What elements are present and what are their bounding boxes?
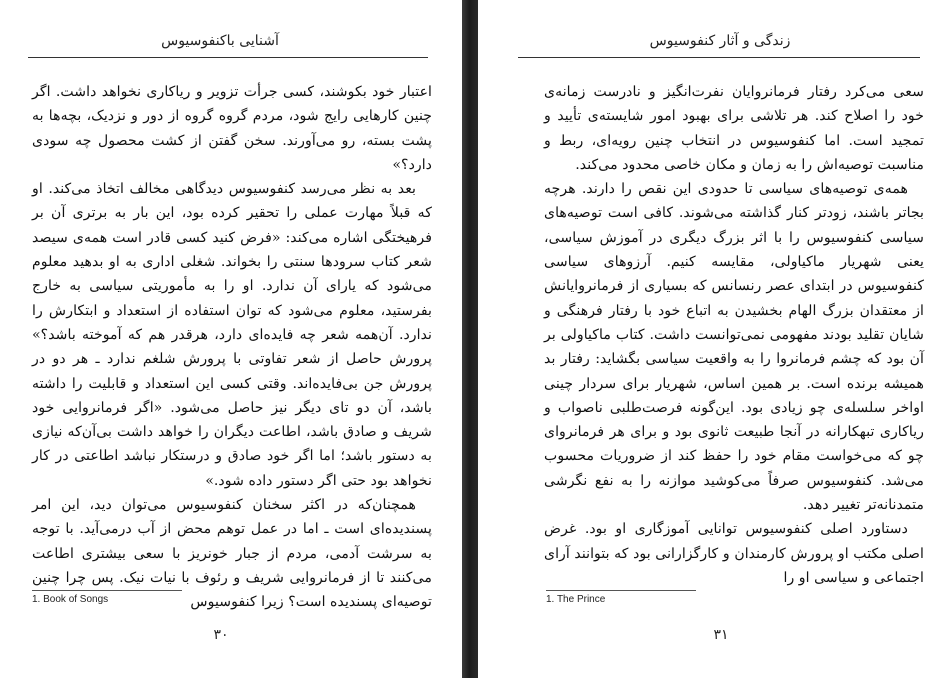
paragraph: همه‌ی توصیه‌های سیاسی تا حدودی این نقص را دارند. هرچه بجاتر باشند، زودتر کنار گذاشته می‌شوند. کافی است توصیه‌های سیاسی کنفوسیوس را با اثر بزرگ دیگری در آموزش سیاسی، یعنی شهریار ماکیاولی، مقایسه کنیم. آرزوهای سیاسی کنفوسیوس در ابتدای عصر رنسانس که بسیاری از فرمانروایانش از معتقدان بزرگ الهام بخشیدن به اتباع خود با رفتار فرهنگی و شایان تقلید بودند مفهومی نمی‌توانست داشت. کتاب ماکیاولی بر آن بود که چشم فرمانروا را به واقعیت سیاسی بگشاید: رفتار بد همیشه برنده است. بر همین اساس، شهریار برای سردار چینی اواخر سلسله‌ی چو زیادی بود. این‌گونه فرصت‌طلبی ناصواب و ریاکاری تبهکارانه در آنجا طبیعت ثانوی بود و برای هر فرمانروای چو که می‌خواست مقام خود را حفظ کند از ضروریات محسوب می‌شد. کنفوسیوس صرفاً می‌کوشید موازنه را به نفع نگرشی متمدنانه‌تر تغییر دهد. — [544, 181, 924, 514]
footnote-rule — [546, 590, 696, 591]
page-number: ۳۰ — [213, 627, 229, 643]
running-head: آشنایی باکنفوسیوس — [161, 33, 279, 49]
page-number: ۳۱ — [713, 627, 729, 643]
header-rule — [28, 57, 428, 58]
book-gutter — [462, 0, 478, 678]
footnote-rule — [32, 590, 182, 591]
footnote: 1. Book of Songs — [32, 594, 109, 605]
paragraph: بعد به نظر می‌رسد کنفوسیوس دیدگاهی مخالف اتخاذ می‌کند. او که قبلاً مهارت عملی را تحقیر کرده بود، این بار به برتری آن بر فرهیختگی اشاره می‌کند: «فرض کنید کسی قادر است همه‌ی سیصد شعر کتاب سرودها سنتی را بخواند. شغلی اداری به او بدهید معلوم می‌شود که یارای آن ندارد. او را به مأموریتی سیاسی به خارج بفرستید، معلوم می‌شود که توان استفاده از استعداد و ابتکارش را ندارد. آن‌همه شعر چه فایده‌ای دارد، هرقدر هم که آموخته باشد؟» پرورش حاصل از شعر تفاوتی با پرورش شلغم ندارد ـ هر دو در پرورش جن بی‌فایده‌اند. وقتی کسی این استعداد و قابلیت را داشته باشد، آن دو تای دیگر نیز حاصل می‌شود. «اگر فرمانروایی خود شریف و صادق باشد، اطاعت دیگران را خواهد داشت بی‌آن‌که نیازی به دستور باشد؛ اما اگر خود صادق و درستکار نباشد اطاعتی در کار نخواهد بود حتی اگر دستور داده شود.» — [32, 181, 432, 489]
paragraph: اعتبار خود بکوشند، کسی جرأت تزویر و ریاکاری نخواهد داشت. اگر چنین کارهایی رایج شود، مردم گروه گروه از دور و نزدیک، بچه‌ها به پشت بسته، رو می‌آورند. سخن گفتن از کشت محصول چه سودی دارد؟» — [32, 84, 432, 173]
paragraph: دستاورد اصلی کنفوسیوس توانایی آموزگاری او بود. غرض اصلی مکتب او پرورش کارمندان و کارگزارانی بود که بتوانند آرای اجتماعی و سیاسی او را — [544, 521, 924, 586]
paragraph: سعی می‌کرد رفتار فرمانروایان نفرت‌انگیز و نادرست زمانه‌ی خود را اصلاح کند. هر تلاشی برای بهبود امور شایسته‌ی تأیید و تمجید است. اما کنفوسیوس در انتخاب چنین رویه‌ای، ربط و مناسبت توصیه‌اش را به زمان و مکان خاصی محدود می‌کند. — [544, 84, 924, 173]
body-text — [544, 80, 924, 590]
left-page — [0, 0, 462, 678]
running-head: زندگی و آثار کنفوسیوس — [649, 33, 791, 49]
body-text — [32, 80, 432, 615]
footnote: 1. The Prince — [546, 594, 606, 605]
header-rule — [518, 57, 920, 58]
right-page — [478, 0, 947, 678]
paragraph: همچنان‌که در اکثر سخنان کنفوسیوس می‌توان دید، این امر پسندیده‌ای است ـ اما در عمل توهم محض از آب درمی‌آید. با توجه به سرشت آدمی، مردم از جبار خونریز با سعی بیشتری اطاعت می‌کنند تا از فرمانروایی شریف و رئوف با نیات نیک. پس چرا چنین توصیه‌ای پسندیده است؟ زیرا کنفوسیوس — [32, 497, 432, 611]
